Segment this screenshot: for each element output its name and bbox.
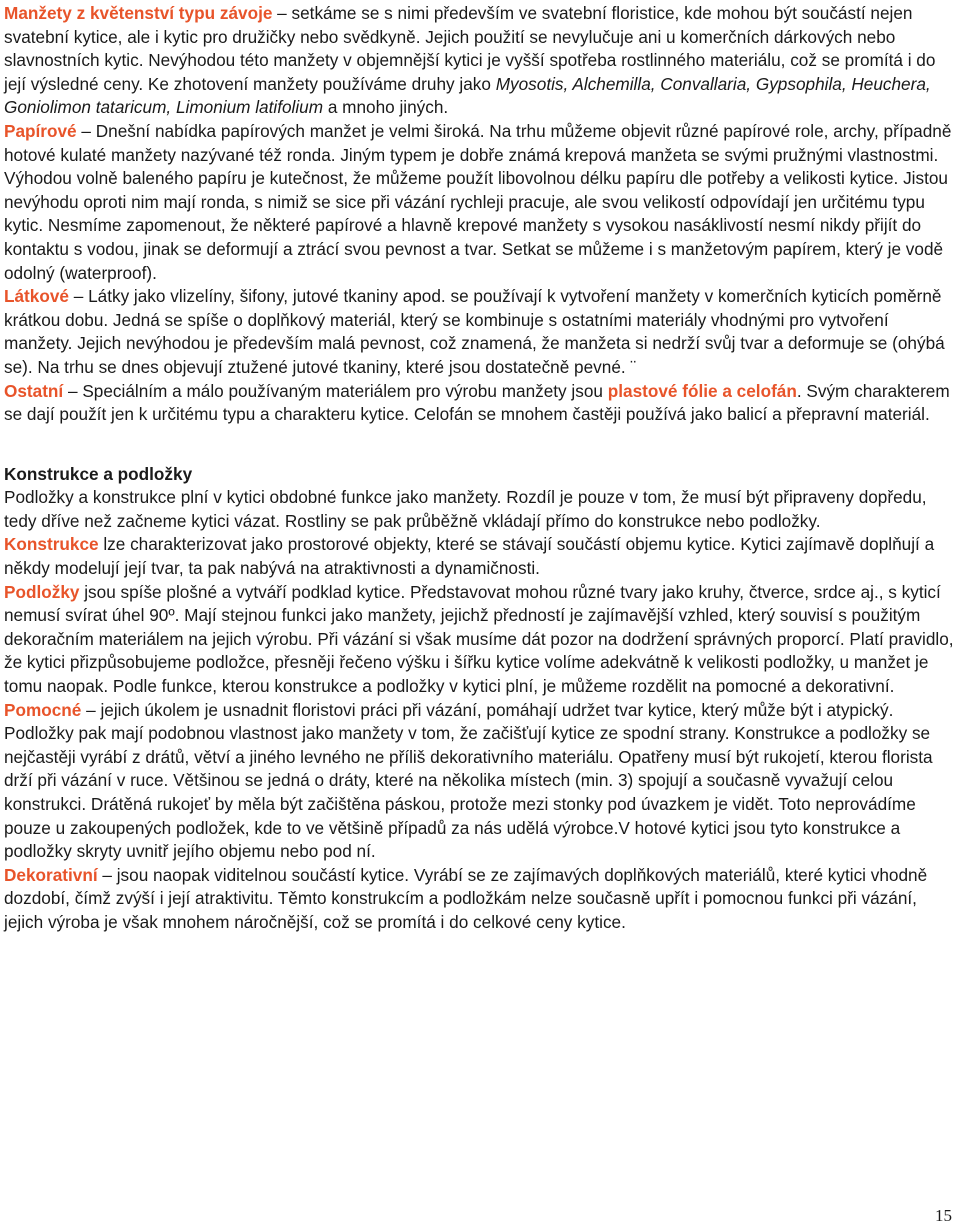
term-plastove-folie: plastové fólie a celofán [607,380,797,401]
term-podlozky: Podložky [4,581,80,602]
page-number: 15 [935,1206,952,1225]
document-body [4,2,956,935]
paragraph-text: a mnoho jiných. [323,97,449,118]
paragraph-text: lze charakterizovat jako prostorové objekty, které se stávají součástí objemu kytice. Kytici zajímavě doplňují a někdy modelují její tvar, ta pak nabývá na atraktivnosti a dynamičnosti. [4,534,935,579]
species-list: Myosotis, Alchemilla, Convallaria, Gypsophila, Heuchera, Goniolimon tataricum, Limonium latifolium [4,73,931,118]
paragraph-papirove [4,120,956,285]
term-papirove: Papírové [4,120,77,141]
paragraph-text: Podložky a konstrukce plní v kytici obdobné funkce jako manžety. Rozdíl je pouze v tom, že musí být připraveny dopředu, tedy dříve než začneme kytici vázat. Rostliny se pak průběžně vkládají přímo do konstrukce nebo podložky. [4,487,927,531]
paragraph-text: – Dnešní nabídka papírových manžet je velmi široká. Na trhu můžeme objevit různé papírové role, archy, případně hotové kulaté manžety nazývané též ronda. Jiným typem je dobře známá krepová manžeta se svými pružnými vlastnostmi. Výhodou volně baleného papíru je kutečnost, že můžeme použít libovolnou délku papíru dle potřeby a velikosti kytice. Jistou nevýhodu oproti nim mají ronda, s nimiž se sice při vázání rychleji pracuje, ale svou velikostí odpovídají jen určitému typu kytic. Nesmíme zapomenout, že některé papírové a hlavně krepové manžety s vysokou nasáklivostí nesmí nikdy přijít do kontaktu s vodou, jinak se deformují a ztrácí svou pevnost a tvar. Setkat se můžeme i s manžetovým papírem, který je vodě odolný (waterproof). [4,120,952,283]
paragraph-konstrukce [4,533,956,580]
paragraph-text: – Látky jako vlizelíny, šifony, jutové tkaniny apod. se používají k vytvoření manžety v komerčních kyticích poměrně krátkou dobu. Jedná se spíše o doplňkový materiál, který se kombinuje s ostatními materiály vhodnými pro vytvoření manžety. Jejich nevýhodou je především malá pevnost, což znamená, že manžeta si nedrží svůj tvar a deformuje se (ohýbá se). Na trhu se dnes objevují ztužené jutové tkaniny, které jsou dostatečně pevné. ¨ [4,286,945,377]
paragraph-intro [4,486,956,533]
paragraph-pomocne [4,699,956,864]
term-manzety-zavoje: Manžety z květenství typu závoje [4,3,273,23]
paragraph-text: – jsou naopak viditelnou součástí kytice. Vyrábí se ze zajímavých doplňkových materiálů, které kytici vhodně dozdobí, čímž zvýší i její atraktivitu. Těmto konstrukcím a podložkám nelze současně upřít i pomocnou funkci při vázání, jejich výroba je však mnohem náročnější, což se promítá i do celkové ceny kytice. [4,864,928,932]
term-ostatni: Ostatní [4,380,64,401]
paragraph-text: – Speciálním a málo používaným materiálem pro výrobu manžety jsou [63,380,608,401]
paragraph-dekorativni [4,864,956,935]
paragraph-latkove [4,285,956,379]
paragraph-zavoje [4,2,956,120]
section-heading: Konstrukce a podložky [4,463,193,484]
paragraph-podlozky [4,581,956,699]
term-dekorativni: Dekorativní [4,864,98,885]
section-spacer [4,427,956,463]
term-konstrukce: Konstrukce [4,534,99,555]
term-latkove: Látkové [4,286,69,307]
paragraph-ostatni [4,380,956,427]
paragraph-text: jsou spíše plošné a vytváří podklad kytice. Představovat mohou různé tvary jako kruhy, čtverce, srdce aj., s kyticí nemusí svírat úhel 90º. Mají stejnou funkci jako manžety, jejichž předností je zajímavější vzhled, který souvisí s použitým dekoračním materiálem na jejich výrobu. Při vázání si však musíme dát pozor na dodržení správných proporcí. Platí pravidlo, že kytici přizpůsobujeme podložce, přesněji řečeno výšku i šířku kytice volíme adekvátně k velikosti podložky, u manžet je tomu naopak. Podle funkce, kterou konstrukce a podložky v kytici plní, je můžeme rozdělit na pomocné a dekorativní. [4,581,954,697]
paragraph-text: . Svým charakterem se dají použít jen k určitému typu a charakteru kytice. Celofán se mnohem častěji používá jako balicí a přepravní materiál. [4,380,950,425]
paragraph-text: – jejich úkolem je usnadnit floristovi práci při vázání, pomáhají udržet tvar kytice, který může být i atypický. Podložky pak mají podobnou vlastnost jako manžety v tom, že začišťují kytice ze spodní strany. Konstrukce a podložky se nejčastěji vyrábí z drátů, větví a jiného levného ne příliš dekorativního materiálu. Opatřeny musí být rukojetí, kterou florista drží při vázání v ruce. Většinou se jedná o dráty, které na několika místech (min. 3) spojují a současně vyvažují celou konstrukci. Drátěná rukojeť by měla být začištěna páskou, protože mezi stonky pod úvazkem je vidět. Toto neprovádíme pouze u zakoupených podložek, kde to ve většině případů za nás udělá výrobce.V hotové kytici jsou tyto konstrukce a podložky skryty uvnitř jejího objemu nebo pod ní. [4,699,933,862]
term-pomocne: Pomocné [4,699,82,720]
paragraph-text: – setkáme se s nimi především ve svatební floristice, kde mohou být součástí nejen svatební kytice, ale i kytic pro družičky nebo svědkyně. Jejich použití se nevylučuje ani u komerčních dárkových nebo slavnostních kytic. Nevýhodou této manžety v objemnější kytici je vyšší spotřeba rostlinného materiálu, což se promítá i do její výsledné ceny. Ke zhotovení manžety používáme druhy jako [4,3,936,94]
